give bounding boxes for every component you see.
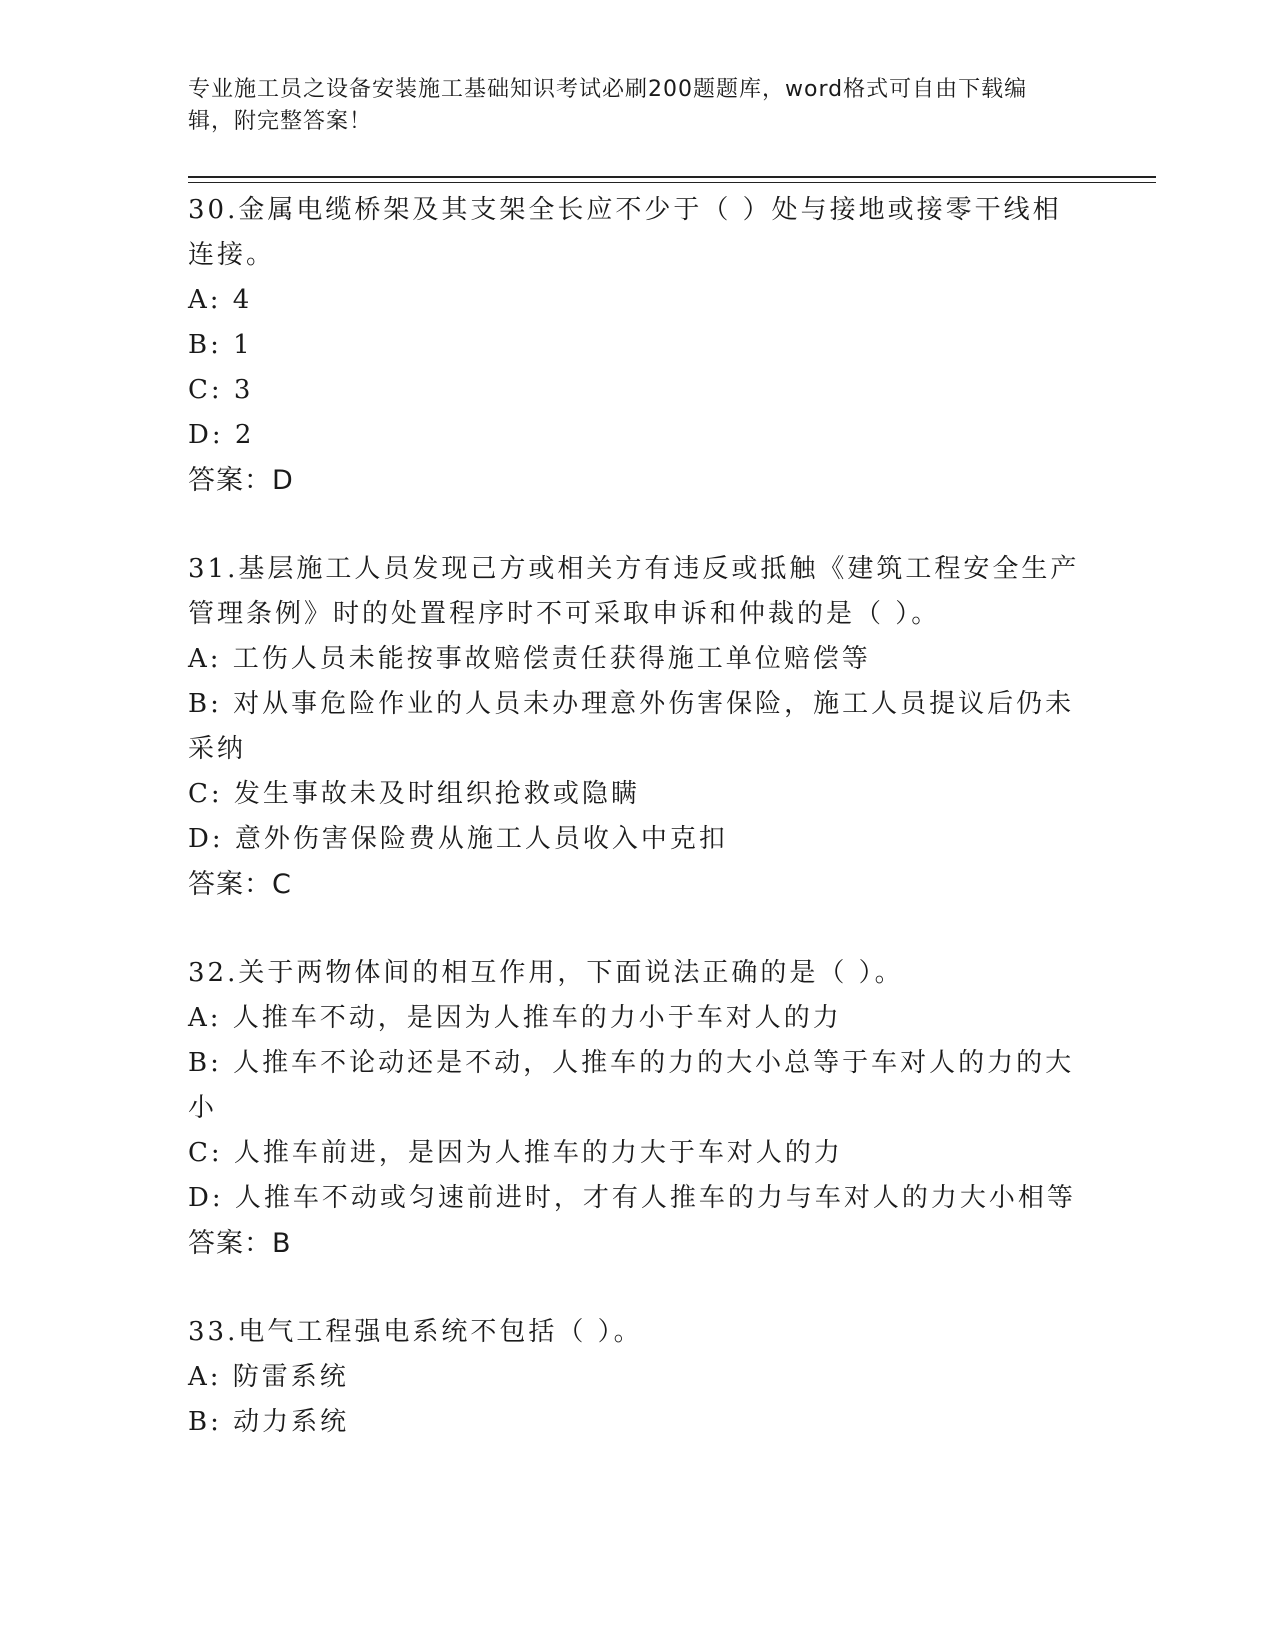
option-b: B: 1	[188, 330, 253, 360]
option-d: D: 2	[188, 420, 255, 450]
option-a: A: 人推车不动，是因为人推车的力小于车对人的力	[188, 1003, 842, 1033]
answer: 答案：D	[188, 465, 294, 496]
option-a: A: 工伤人员未能按事故赔偿责任获得施工单位赔偿等	[188, 644, 871, 674]
option-b: B: 动力系统	[188, 1407, 350, 1437]
question-stem: 31.基层施工人员发现己方或相关方有违反或抵触《建筑工程安全生产管理条例》时的处置程序时不可采取申诉和仲裁的是（ ）。	[188, 554, 1080, 629]
question-spacer	[188, 1266, 1088, 1310]
option-c: C: 发生事故未及时组织抢救或隐瞒	[188, 779, 640, 809]
option-c: C: 3	[188, 375, 254, 405]
option-d: D: 意外伤害保险费从施工人员收入中克扣	[188, 824, 728, 854]
option-b: B: 人推车不论动还是不动，人推车的力的大小总等于车对人的力的大小	[188, 1048, 1075, 1123]
document-header: 专业施工员之设备安装施工基础知识考试必刷200题题库，word格式可自由下载编辑，附完整答案！	[188, 77, 1028, 134]
question-stem: 32.关于两物体间的相互作用，下面说法正确的是（ ）。	[188, 958, 904, 988]
question-31	[188, 547, 1088, 907]
question-stem: 33.电气工程强电系统不包括（ ）。	[188, 1317, 643, 1347]
question-33	[188, 1310, 1088, 1445]
answer: 答案：C	[188, 869, 292, 900]
option-a: A: 防雷系统	[188, 1362, 349, 1392]
question-spacer	[188, 907, 1088, 951]
question-list	[188, 188, 1088, 1445]
header-divider-thick	[188, 176, 1156, 178]
question-spacer	[188, 503, 1088, 547]
question-30	[188, 188, 1088, 503]
question-32	[188, 951, 1088, 1266]
question-stem: 30.金属电缆桥架及其支架全长应不少于（ ）处与接地或接零干线相连接。	[188, 195, 1062, 270]
option-c: C: 人推车前进，是因为人推车的力大于车对人的力	[188, 1138, 843, 1168]
header-divider-thin	[188, 182, 1156, 183]
option-d: D: 人推车不动或匀速前进时，才有人推车的力与车对人的力大小相等	[188, 1183, 1076, 1213]
answer: 答案：B	[188, 1228, 292, 1259]
option-b: B: 对从事危险作业的人员未办理意外伤害保险，施工人员提议后仍未采纳	[188, 689, 1075, 764]
option-a: A: 4	[188, 285, 253, 315]
